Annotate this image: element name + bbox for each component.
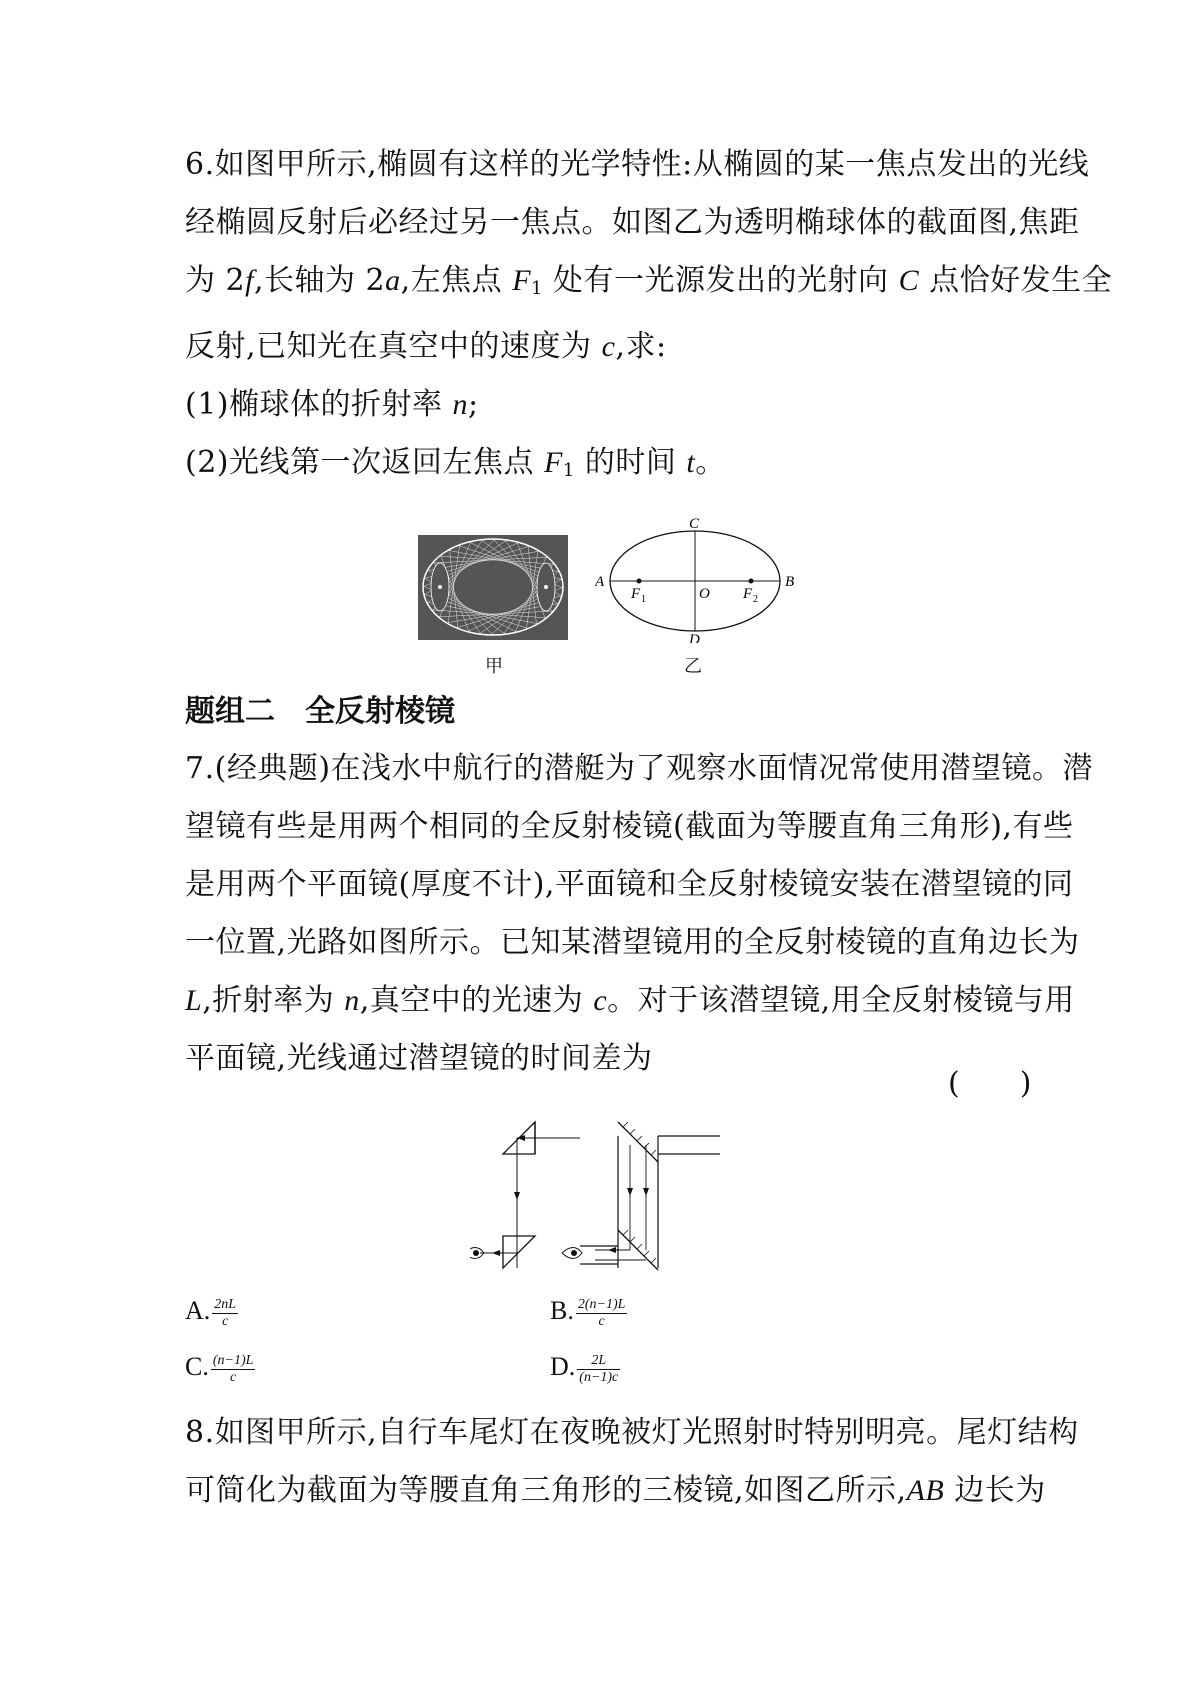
q6-sub-1: (1)椭球体的折射率 n; bbox=[185, 387, 479, 422]
q6-line-2: 经椭圆反射后必经过另一焦点。如图乙为透明椭球体的截面图,焦距 bbox=[185, 205, 1080, 240]
option-a[interactable]: A. $\frac{2nL}{c}$ bbox=[185, 1296, 237, 1329]
q7-line-3: 是用两个平面镜(厚度不计),平面镜和全反射棱镜安装在潜望镜的同 bbox=[185, 867, 1074, 902]
label-D: D bbox=[689, 632, 700, 643]
label-F2-sub: 2 bbox=[753, 594, 758, 605]
label-F2: F bbox=[743, 586, 753, 602]
label-O: O bbox=[699, 586, 710, 602]
q6-sub-2: (2)光线第一次返回左焦点 $F_1$ 的时间 t。 bbox=[185, 445, 726, 481]
q8-line-2: 可简化为截面为等腰直角三角形的三棱镜,如图乙所示,AB 边长为 bbox=[185, 1473, 1046, 1508]
section-heading bbox=[185, 686, 485, 730]
option-b[interactable]: B. $\frac{2(n-1)L}{c}$ bbox=[550, 1296, 626, 1329]
answer-bracket: ( ) bbox=[948, 1066, 1032, 1101]
option-c[interactable]: C. $\frac{(n-1)L}{c}$ bbox=[185, 1352, 254, 1385]
question-7 bbox=[185, 740, 1094, 1088]
q7-line-4: 一位置,光路如图所示。已知某潜望镜用的全反射棱镜的直角边长为 bbox=[185, 925, 1080, 960]
heading-title: 全反射棱镜 bbox=[305, 694, 455, 729]
label-C: C bbox=[689, 518, 700, 532]
q6-line-1: 6.如图甲所示,椭圆有这样的光学特性:从椭圆的某一焦点发出的光线 bbox=[185, 147, 1090, 182]
question-8 bbox=[185, 1404, 1079, 1520]
figure-yi-ellipse bbox=[595, 518, 800, 643]
q8-line-1: 8.如图甲所示,自行车尾灯在夜晚被灯光照射时特别明亮。尾灯结构 bbox=[185, 1415, 1079, 1450]
q6-line-4: 反射,已知光在真空中的速度为 c,求: bbox=[185, 329, 667, 364]
option-d[interactable]: D. $\frac{2L}{(n-1)c}$ bbox=[550, 1352, 619, 1385]
label-F1: F bbox=[631, 586, 641, 602]
q7-line-2: 望镜有些是用两个相同的全反射棱镜(截面为等腰直角三角形),有些 bbox=[185, 809, 1074, 844]
question-6 bbox=[185, 136, 1113, 500]
caption-yi: 乙 bbox=[684, 656, 702, 677]
q7-line-1: 7.(经典题)在浅水中航行的潜艇为了观察水面情况常使用潜望镜。潜 bbox=[185, 751, 1094, 786]
caption-jia: 甲 bbox=[485, 656, 503, 677]
label-F1-sub: 1 bbox=[641, 594, 646, 605]
figure-periscope bbox=[470, 1118, 735, 1278]
q7-line-6: 平面镜,光线通过潜望镜的时间差为 bbox=[185, 1041, 653, 1076]
label-B: B bbox=[785, 574, 795, 590]
figure-jia-ellipse-art bbox=[418, 535, 568, 640]
heading-group: 题组二 bbox=[185, 694, 275, 729]
q6-line-3: 为 2f,长轴为 2a,左焦点 $F_1$ 处有一光源发出的光射向 C 点恰好发生全 bbox=[185, 263, 1113, 299]
label-A: A bbox=[595, 574, 605, 590]
q7-line-5: L,折射率为 n,真空中的光速为 c。对于该潜望镜,用全反射棱镜与用 bbox=[185, 983, 1075, 1018]
